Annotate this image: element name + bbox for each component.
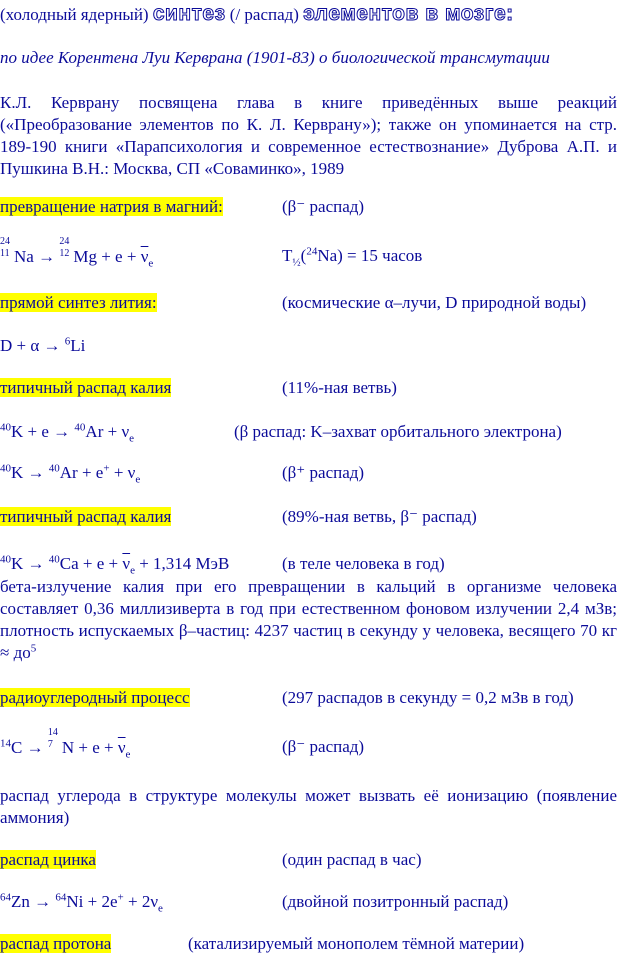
nuclide-na: 24 11 <box>0 236 10 259</box>
section-note: (катализируемый монополем тёмной материи) <box>188 934 525 953</box>
section-heading: типичный распад калия <box>0 378 172 397</box>
title-prefix: (холодный ядерный) <box>0 5 149 24</box>
section-li-heading-row <box>0 293 587 313</box>
section-heading: радиоуглеродный процесс <box>0 688 190 707</box>
equation-note: (β⁻ распад) <box>282 737 365 756</box>
equation-zn: $^{64}Zn \to ^{64}Ni + 2e^+ + 2\nu_e$ (двойной позитронный распад) <box>0 891 509 915</box>
title-outline-synthesis: синтез <box>152 2 226 25</box>
intro-paragraph: К.Л. Керврану посвящена глава в книге приведённых выше реакций («Преобразование элементов по К. Л. Керврану»); также он упоминается на стр. 189-190 книги «Парапсихология и современное естествознание» Дуброва А.П. и Пушкина В.Н.: Москва, СП «Совaминко», 1989 <box>0 93 617 178</box>
section-note: (11%-ная ветвь) <box>282 378 397 397</box>
equation-li: D + α → $^6$Li <box>0 335 86 355</box>
title-line <box>0 4 514 25</box>
section-k1-heading-row <box>0 378 397 398</box>
nuclide-mg: 24 12 <box>59 236 70 259</box>
section-note: (β⁻ распад) <box>282 197 365 216</box>
equation-na-mg: 24 11 Na → 24 12 $Mg + e + \overline{\nu}_e$ $T_{\frac{1}{2}}(^{24}Na) = 15$ часов <box>0 236 423 270</box>
section-note: (космические α–лучи, D природной воды) <box>282 293 587 312</box>
halflife-na: $T_{\frac{1}{2}}(^{24}Na) = 15$ часов <box>282 245 423 269</box>
equation-note: (двойной позитронный распад) <box>282 892 509 911</box>
equation-k-beta-plus: $^{40}K \to ^{40}Ar + e^+ + \nu_e$ (β⁺ распад) <box>0 462 365 486</box>
section-k2-heading-row <box>0 507 477 527</box>
nuclide-n: 14 7 <box>47 727 58 750</box>
section-zn-heading-row <box>0 850 422 870</box>
section-na-mg-heading-row <box>0 197 365 217</box>
section-heading: прямой синтез лития: <box>0 293 157 312</box>
title-mid: (/ распад) <box>229 5 299 24</box>
section-heading: распад протона <box>0 934 112 953</box>
section-note: (89%-ная ветвь, β⁻ распад) <box>282 507 477 526</box>
carbon-paragraph: распад углерода в структуре молекулы может вызвать её ионизацию (появление аммония) <box>0 786 617 827</box>
equation-k-capture: $^{40}K + e \to ^{40}Ar + \nu_e$ (β распад: K–захват орбитального электрона) <box>0 421 562 445</box>
potassium-paragraph: бета-излучение калия при его превращении в кальций в организме человека составляет 0,36 миллизиверта в год при естественном фоновом излучении 2,4 мЗв; плотность испускаемых β–частиц: 4237 частиц в секунду у человека, весящего 70 кг ≈ $до^5$ <box>0 577 617 662</box>
section-heading: типичный распад калия <box>0 507 172 526</box>
equation-note: (в теле человека в год) <box>282 554 445 573</box>
equation-note: (β распад: K–захват орбитального электрона) <box>234 422 562 441</box>
section-note: (один распад в час) <box>282 850 422 869</box>
section-heading: превращение натрия в магний: <box>0 197 223 216</box>
subtitle: по идее Корентена Луи Керврана (1901-83) о биологической трансмутации <box>0 48 550 67</box>
equation-k-beta-minus: $^{40}K \to ^{40}Ca + e + \overline{\nu}_e + 1,314$ МэВ (в теле человека в год) <box>0 553 445 577</box>
section-heading: распад цинка <box>0 850 96 869</box>
section-note: (297 распадов в секунду = 0,2 мЗв в год) <box>282 688 574 707</box>
title-outline-elements: элементов в мозге: <box>303 2 514 25</box>
section-proton-heading-row <box>0 934 525 954</box>
equation-c14: $^{14}$C → 14 7 $N + e + \overline{\nu}_e$ (β⁻ распад) <box>0 727 365 761</box>
section-c14-heading-row <box>0 688 574 708</box>
equation-note: (β⁺ распад) <box>282 463 365 482</box>
